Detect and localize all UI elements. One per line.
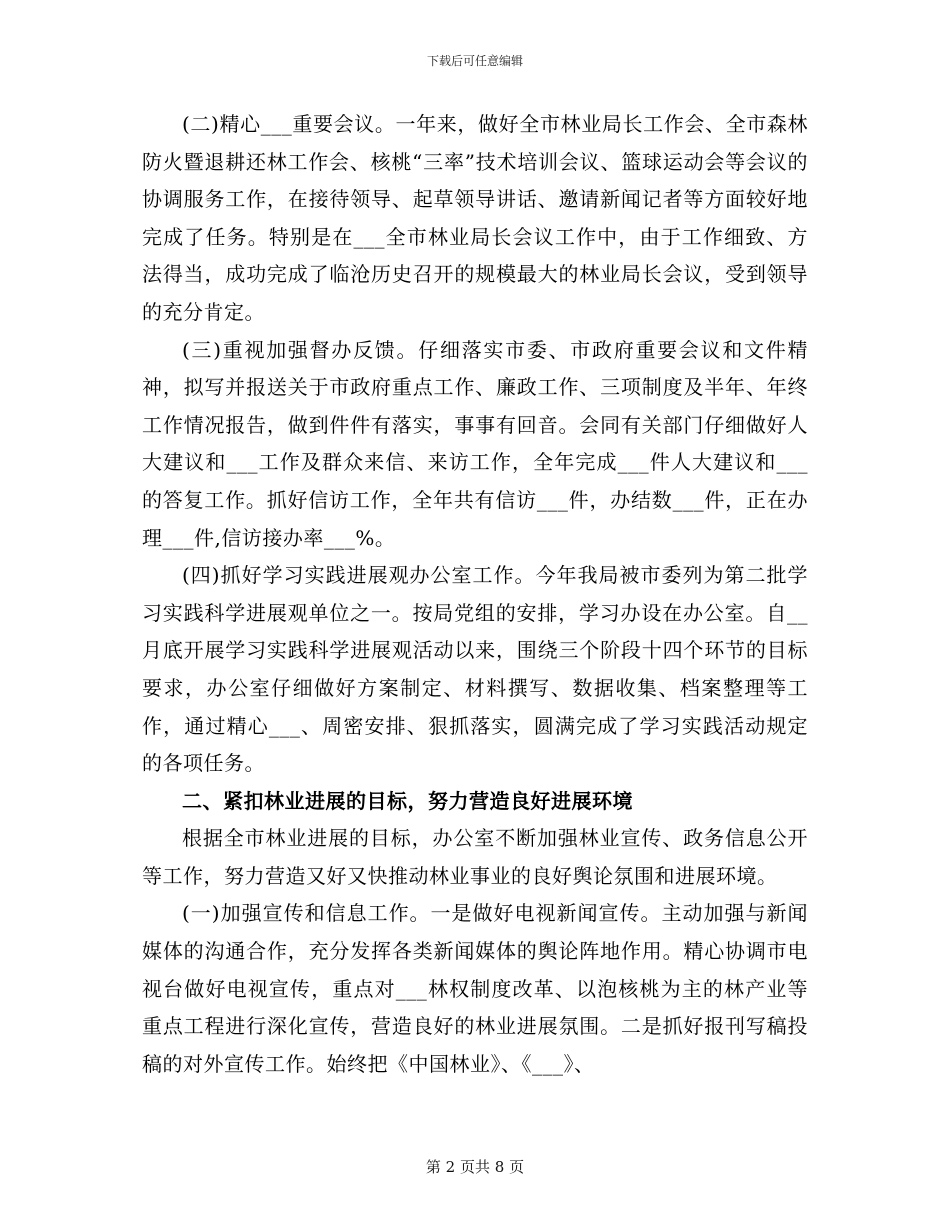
section-heading: 二、紧扣林业进展的目标，努力营造良好进展环境 [182, 788, 633, 813]
document-body [142, 106, 808, 1083]
paragraph-supervision: (三)重视加强督办反馈。仔细落实市委、市政府重要会议和文件精神，拟写并报送关于市政府重点工作、廉政工作、三项制度及半年、年终工作情况报告，做到件件有落实，事事有回音。会同有关部门仔细做好人大建议和___工作及群众来信、来访工作，全年完成___件人大建议和___的答复工作。抓好信访工作，全年共有信访___件，办结数___件，正在办理___件,信访接办率___%。 [142, 337, 808, 550]
paragraph-publicity: (一)加强宣传和信息工作。一是做好电视新闻宣传。主动加强与新闻媒体的沟通合作，充分发挥各类新闻媒体的舆论阵地作用。精心协调市电视台做好电视宣传，重点对___林权制度改革、以泡核桃为主的林产业等重点工程进行深化宣传，营造良好的林业进展氛围。二是抓好报刊写稿投稿的对外宣传工作。始终把《中国林业》、《___》、 [142, 901, 808, 1076]
paragraph-meetings: (二)精心___重要会议。一年来，做好全市林业局长工作会、全市森林防火暨退耕还林工作会、核桃“三率”技术培训会议、篮球运动会等会议的协调服务工作，在接待领导、起草领导讲话、邀请新闻记者等方面较好地完成了任务。特别是在___全市林业局长会议工作中，由于工作细致、方法得当，成功完成了临沧历史召开的规模最大的林业局长会议，受到领导的充分肯定。 [142, 112, 808, 324]
page-footer: 第 2 页共 8 页 [425, 1158, 525, 1176]
paragraph-goal: 根据全市林业进展的目标，办公室不断加强林业宣传、政务信息公开等工作，努力营造又好又快推动林业事业的良好舆论氛围和进展环境。 [142, 826, 808, 888]
page-header: 下载后可任意编辑 [426, 54, 523, 68]
paragraph-study-office: (四)抓好学习实践进展观办公室工作。今年我局被市委列为第二批学习实践科学进展观单位之一。按局党组的安排，学习办设在办公室。自__月底开展学习实践科学进展观活动以来，围绕三个阶段十四个环节的目标要求，办公室仔细做好方案制定、材料撰写、数据收集、档案整理等工作，通过精心___、周密安排、狠抓落实，圆满完成了学习实践活动规定的各项任务。 [142, 563, 808, 776]
